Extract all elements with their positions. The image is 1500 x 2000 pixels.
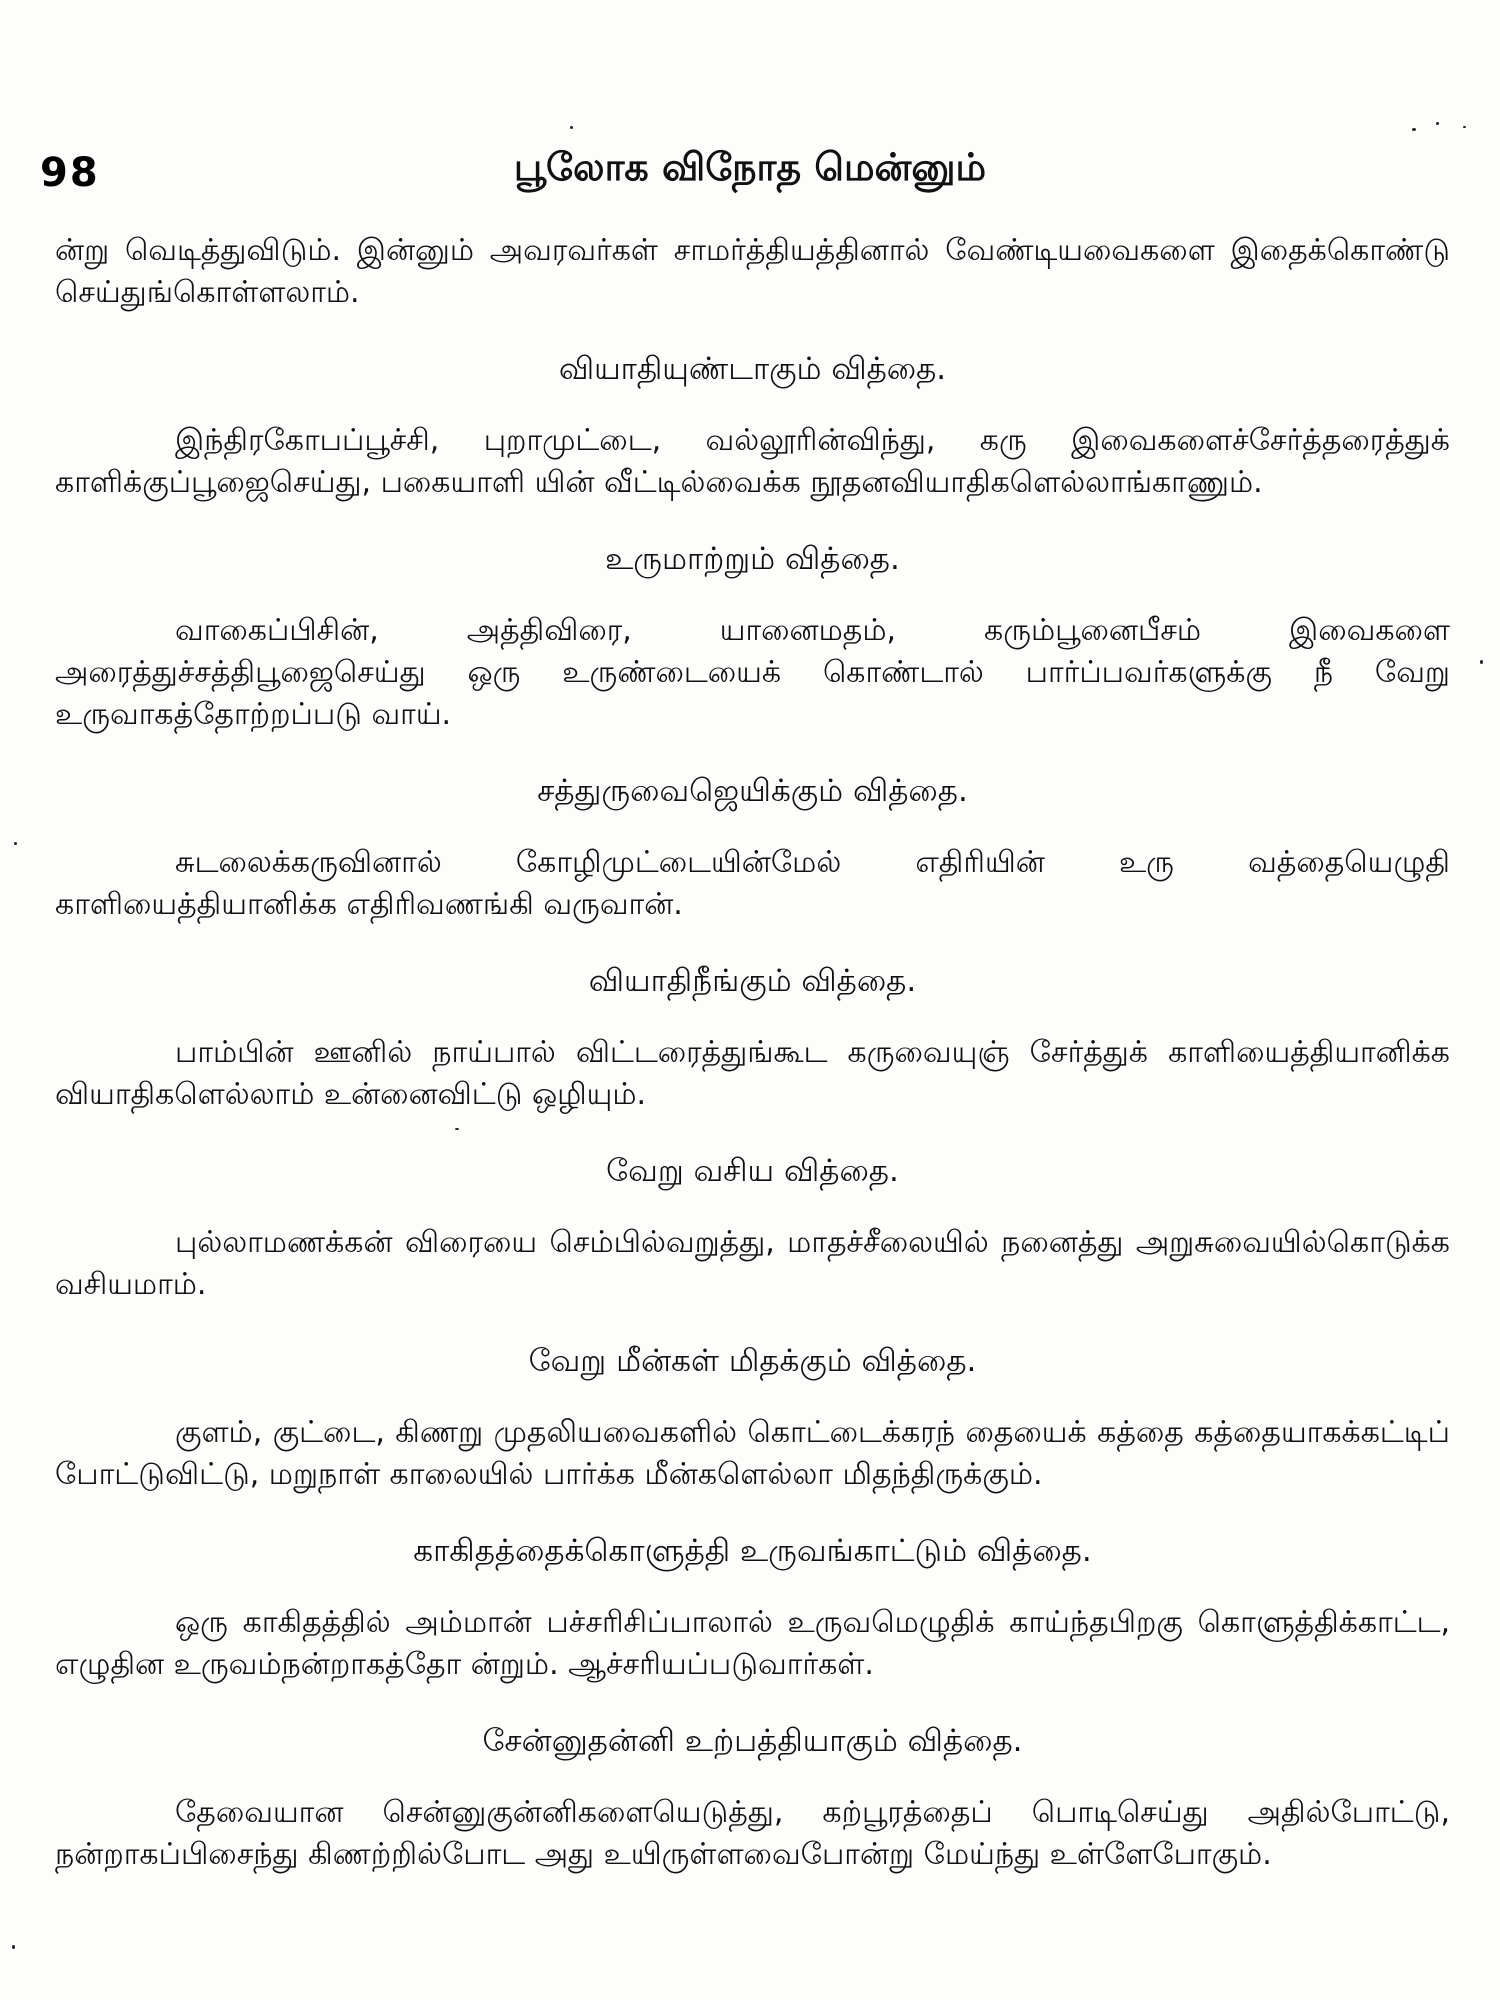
intro-paragraph: ன்று வெடித்துவிடும். இன்னும் அவரவர்கள் சாமர்த்தியத்தினால் வேண்டியவைகளை இதைக்கொண்டு செய்துங்கொள்ளலாம். xyxy=(55,233,1450,310)
section-heading: உருமாற்றும் வித்தை. xyxy=(605,541,900,577)
section-heading: வியாதியுண்டாகும் வித்தை. xyxy=(558,351,947,387)
scan-speck xyxy=(1436,122,1439,125)
section-heading: சேன்னுதன்னி உற்பத்தியாகும் வித்தை. xyxy=(482,1723,1023,1759)
page-content xyxy=(55,230,1450,1876)
scan-speck xyxy=(1463,126,1466,128)
section-disease xyxy=(55,348,1450,504)
section-body: ஒரு காகிதத்தில் அம்மான் பச்சரிசிப்பாலால் உருவமெழுதிக் காய்ந்தபிறகு கொளுத்திக்காட்ட, எழுதின உருவம்நன்றாகத்தோ ன்றும். ஆச்சரியப்படுவார்கள். xyxy=(55,1605,1450,1682)
section-cure-disease xyxy=(55,960,1450,1116)
section-heading: வியாதிநீங்கும் வித்தை. xyxy=(588,963,917,999)
scan-speck xyxy=(14,842,17,845)
section-body: தேவையான சென்னுகுன்னிகளையெடுத்து, கற்பூரத்தைப் பொடிசெய்து அதில்போட்டு, நன்றாகப்பிசைந்து கிணற்றில்போட அது உயிருள்ளவைபோன்று மேய்ந்து உள்ளேபோகும். xyxy=(55,1795,1450,1872)
page-number: 98 xyxy=(40,150,100,196)
section-floating-fish xyxy=(55,1340,1450,1496)
scan-speck xyxy=(455,1128,459,1130)
section-heading: காகிதத்தைக்கொளுத்தி உருவங்காட்டும் வித்தை. xyxy=(413,1533,1092,1569)
section-body: இந்திரகோபப்பூச்சி, புறாமுட்டை, வல்லூரின்விந்து, கரு இவைகளைச்சேர்த்தரைத்துக் காளிக்குப்பூஜைசெய்து, பகையாளி யின் வீட்டில்வைக்க நூதனவியாதிகளெல்லாங்காணும். xyxy=(55,423,1450,500)
scan-speck xyxy=(570,126,573,129)
section-shapeshift xyxy=(55,538,1450,736)
section-paper-image xyxy=(55,1530,1450,1686)
running-header: பூலோக விநோத மென்னும் xyxy=(513,145,987,189)
section-body: புல்லாமணக்கன் விரையை செம்பில்வறுத்து, மாதச்சீலையில் நனைத்து அறுசுவையில்கொடுக்க வசியமாம். xyxy=(55,1225,1450,1302)
section-attraction xyxy=(55,1150,1450,1306)
section-conquer-enemy xyxy=(55,770,1450,926)
section-insects xyxy=(55,1720,1450,1876)
section-body: சுடலைக்கருவினால் கோழிமுட்டையின்மேல் எதிரியின் உரு வத்தையெழுதி காளியைத்தியானிக்க எதிரிவணங்கி வருவான். xyxy=(55,845,1450,922)
section-heading: வேறு மீன்கள் மிதக்கும் வித்தை. xyxy=(528,1343,977,1379)
section-body: வாகைப்பிசின், அத்திவிரை, யானைமதம், கரும்பூனைபீசம் இவைகளை அரைத்துச்சத்திபூஜைசெய்து ஒரு உருண்டையைக் கொண்டால் பார்ப்பவர்களுக்கு நீ வேறு உருவாகத்தோற்றப்படு வாய். xyxy=(55,613,1450,732)
scan-speck xyxy=(1412,128,1416,131)
section-body: குளம், குட்டை, கிணறு முதலியவைகளில் கொட்டைக்கரந் தையைக் கத்தை கத்தையாகக்கட்டிப் போட்டுவிட்டு, மறுநாள் காலையில் பார்க்க மீன்களெல்லா மிதந்திருக்கும். xyxy=(55,1415,1450,1492)
section-body: பாம்பின் ஊனில் நாய்பால் விட்டரைத்துங்கூட கருவையுஞ் சேர்த்துக் காளியைத்தியானிக்க வியாதிகளெல்லாம் உன்னைவிட்டு ஒழியும். xyxy=(55,1035,1450,1112)
scan-speck xyxy=(1480,660,1483,664)
scan-speck xyxy=(12,1945,15,1949)
section-heading: வேறு வசிய வித்தை. xyxy=(606,1153,899,1189)
section-heading: சத்துருவைஜெயிக்கும் வித்தை. xyxy=(537,773,968,809)
